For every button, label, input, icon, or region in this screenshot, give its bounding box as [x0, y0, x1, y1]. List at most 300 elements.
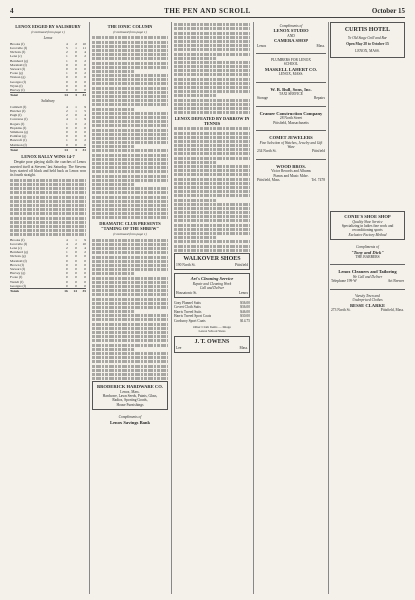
article-text-line [174, 199, 216, 202]
article-text-line [92, 208, 168, 211]
article-text-line [174, 232, 250, 235]
stat-cell: 4 [84, 245, 86, 250]
table-total-row [10, 147, 86, 152]
article-text-line [92, 191, 168, 194]
stat-cell: 2 [84, 58, 86, 63]
ad-compliments: Compliments of [279, 24, 303, 28]
advertisement-conie [330, 211, 405, 240]
ad-subtitle: We Call and Deliver [352, 274, 383, 279]
ad-city: Pittsfield, Mass. [257, 177, 281, 182]
divider [330, 289, 405, 290]
ad-city: LENOX, MASS. [278, 72, 304, 77]
player-name: Stewart (f) [10, 266, 26, 271]
player-name: Cambell (f) [10, 104, 27, 109]
divider [256, 130, 326, 131]
article-text-line [92, 166, 168, 169]
total-cell: 14 [59, 147, 68, 152]
ad-subtitle: Quality Shoe Service [352, 219, 383, 224]
article-text-line [174, 40, 250, 43]
article-text-line [174, 36, 250, 39]
player-name: Converse (f) [10, 117, 28, 122]
ad-line: Victor Records and Albums [271, 169, 311, 174]
stat-cell: 0 [84, 62, 86, 67]
ad-owner: Art Brewer [387, 279, 404, 284]
player-name: Wynn (f) [10, 83, 23, 88]
stat-cell: 0 [84, 254, 86, 259]
article-text-line [92, 137, 168, 140]
stat-cell: 0 [75, 271, 77, 276]
article-text-line [174, 48, 250, 51]
stat-cell: 1 [75, 104, 77, 109]
price-item: Harris Tweed Suits [174, 309, 202, 314]
ad-name: CONIE'S SHOE SHOP [344, 214, 391, 220]
player-name: Georges (f) [10, 283, 26, 288]
stat-cell: 0 [84, 266, 86, 271]
price-value: $30.00 [240, 314, 250, 319]
article-text-line [92, 272, 134, 275]
advertisement-bank [92, 413, 168, 427]
article-text-line [174, 86, 250, 89]
stat-cell: 0 [75, 142, 77, 147]
article-text-line [92, 373, 168, 376]
price-item: Harris Tweed Sport Coats [174, 314, 212, 319]
column-4 [256, 22, 326, 594]
article-text-line [92, 70, 134, 73]
article-text-line [174, 173, 250, 176]
ad-city: Pittsfield [312, 149, 325, 154]
ad-name: Art's Cleaning Service [190, 276, 234, 282]
stat-cell: 0 [75, 134, 77, 139]
stat-cell: 2 [84, 138, 86, 143]
total-label: Totals [10, 288, 59, 293]
article-text-line [92, 256, 168, 259]
stat-cell: 4 [66, 104, 68, 109]
team-label: Salisbury [41, 99, 55, 104]
article-text-line [92, 260, 168, 263]
table-total-row [10, 288, 86, 293]
article-text-line [92, 179, 168, 182]
ad-compliments: Compliments of [118, 415, 142, 420]
article-text-line [174, 203, 250, 206]
stat-cell: 0 [84, 125, 86, 130]
stat-cell: 0 [75, 75, 77, 80]
stat-cell: 2 [66, 113, 68, 118]
stat-cell: 0 [66, 75, 68, 80]
ad-name: WALKOVER SHOES [183, 255, 241, 262]
stat-cell: 0 [66, 283, 68, 288]
article-text-line [174, 157, 250, 160]
total-cell: 14 [68, 288, 77, 293]
ad-subtitle: TAXI SERVICE [279, 92, 303, 97]
ad-name: CAMERA SHOP [273, 38, 309, 44]
stat-cell: 0 [84, 279, 86, 284]
ad-line: House Furnishings [116, 402, 144, 407]
ad-city: Pittsfield, Mass. [380, 307, 404, 312]
article-text-line [174, 61, 250, 64]
advertisement-barbers [330, 243, 405, 261]
divider [330, 264, 405, 265]
article-text-line [10, 183, 86, 186]
column-divider [328, 22, 329, 594]
article-text-line [92, 108, 134, 111]
article-text-line [174, 82, 250, 85]
stat-cell: 0 [66, 254, 68, 259]
article-text-line [92, 318, 168, 321]
advertisement-broderick [92, 381, 168, 410]
player-name: Harvey (g) [10, 271, 26, 276]
box-score-table [10, 42, 86, 98]
ad-line: Pianos and Music Mdse. [273, 173, 309, 178]
article-text-line [92, 352, 168, 355]
ad-left: Storage [257, 96, 268, 101]
article-text-line [174, 57, 216, 60]
ad-name: LENOX STUDIO [273, 28, 309, 34]
ad-line: SCHOOL [283, 62, 299, 67]
stat-cell: 0 [75, 71, 77, 76]
stat-cell: 0 [84, 130, 86, 135]
stat-cell: 0 [84, 75, 86, 80]
article-text-line [92, 41, 168, 44]
article-text-line [10, 200, 86, 203]
article-text-line [92, 310, 134, 313]
stat-cell: 0 [75, 258, 77, 263]
price-value: $46.00 [240, 309, 250, 314]
advertisement-comet [256, 133, 326, 156]
article-text-line [92, 335, 168, 338]
player-name: Harvey (f) [10, 88, 25, 93]
ad-address: Housatonic St. [176, 290, 198, 295]
article-text-line [10, 196, 86, 199]
stat-cell: 0 [66, 262, 68, 267]
stat-cell: 0 [84, 258, 86, 263]
ad-address: Lee [176, 345, 182, 350]
continued-note: (Continued from page 1) [113, 232, 147, 237]
ad-name: W. B. Bull, Sons, Inc. [270, 86, 312, 92]
ad-name: Lenox Cleaners and Tailoring [338, 269, 397, 275]
stat-cell: 11 [82, 46, 86, 51]
stat-cell: 0 [75, 254, 77, 259]
article-text-line [92, 204, 168, 207]
ad-address: 234 North St. [257, 149, 277, 154]
article-text-line [92, 306, 168, 309]
ad-city: LENOX, MASS. [355, 48, 380, 53]
stat-cell: 0 [84, 79, 86, 84]
ad-name: BRODERICK HARDWARE CO. [97, 384, 163, 390]
ad-subtitle: Ye Old Stage Grill and Bar [348, 36, 387, 40]
article-text-line [174, 132, 250, 135]
article-headline: DRAMATIC CLUB PRESENTS "TAMING OF THE SHREW" [99, 221, 161, 232]
stat-cell: 0 [75, 88, 77, 93]
article-text-line [174, 78, 250, 81]
total-cell: 31 [77, 93, 86, 98]
stat-cell: 0 [66, 279, 68, 284]
stat-cell: 0 [75, 138, 77, 143]
stat-cell: 9 [84, 237, 86, 242]
ad-subtitle: Fine Selection of Watches, Jewelry and Gift Ware [259, 140, 323, 149]
player-name: Simmons (g) [10, 130, 29, 135]
article-text-line [92, 175, 168, 178]
stat-cell: 0 [75, 113, 77, 118]
article-text-line [92, 264, 168, 267]
stat-cell: 0 [75, 50, 77, 55]
stat-cell: 0 [84, 275, 86, 280]
stat-cell: 0 [75, 130, 77, 135]
stat-cell: 2 [66, 245, 68, 250]
stat-cell: 0 [75, 54, 77, 59]
ad-hours: Open May 28 to October 15 [346, 42, 389, 47]
stat-cell: 0 [66, 83, 68, 88]
article-text-line [10, 229, 86, 232]
ad-city: Pittsfield [235, 262, 248, 267]
stat-cell: 0 [75, 62, 77, 67]
stat-cell: 10 [82, 241, 86, 246]
ad-state: Mass. [239, 345, 248, 350]
article-text-line [10, 187, 86, 190]
advertisement-owens [174, 336, 250, 353]
total-label: Total [10, 93, 59, 98]
stat-cell: 1 [75, 46, 77, 51]
divider [256, 53, 326, 54]
ad-line: PLUMBERS FOR LENOX [271, 58, 311, 63]
ad-name: J. T. OWENS [194, 338, 230, 345]
player-name: Foote (f) [10, 275, 23, 280]
article-text-line [92, 116, 168, 119]
stat-cell: 0 [75, 245, 77, 250]
article-text-line [10, 208, 86, 211]
article-text-line [92, 298, 168, 301]
article-text-line [92, 200, 168, 203]
stat-cell: 0 [84, 134, 86, 139]
article-text-line [92, 360, 168, 363]
article-text-line [10, 233, 86, 236]
article-text-line [174, 236, 216, 239]
article-text-line [92, 212, 168, 215]
stat-cell: 0 [84, 262, 86, 267]
article-text-line [92, 369, 168, 372]
total-label: Total [10, 147, 59, 152]
article-text-line [92, 62, 168, 65]
article-text-line [92, 95, 168, 98]
article-text-line [174, 190, 250, 193]
stat-cell: 9 [84, 104, 86, 109]
player-name: Nichols (g) [10, 254, 26, 259]
article-text-line [10, 204, 86, 207]
article-text-line [92, 66, 168, 69]
article-text-line [92, 281, 168, 284]
player-name: Rogers (f) [10, 121, 25, 126]
total-cell: 3 [68, 147, 77, 152]
article-text-line [174, 111, 250, 114]
advertisement-walkover [174, 253, 250, 270]
page-header [10, 6, 405, 18]
article-text-line [92, 99, 168, 102]
stat-cell: 0 [75, 262, 77, 267]
article-text-line [174, 65, 250, 68]
stat-cell: 0 [75, 125, 77, 130]
ad-city: Lenox, Mass. [120, 389, 140, 394]
article-text-line [174, 182, 250, 185]
article-text-line [92, 162, 168, 165]
article-headline: LENOX RALLY WINS 14-7 [21, 154, 75, 160]
article-text-line [92, 339, 168, 342]
stat-cell: 0 [75, 250, 77, 255]
ad-line: Radios, Sporting Goods, [112, 398, 148, 403]
ad-name: BESSE CLARKE [349, 302, 386, 308]
stat-cell: 2 [66, 50, 68, 55]
ad-name: CURTIS HOTEL [344, 27, 391, 33]
stat-cell: 0 [75, 283, 77, 288]
stat-cell: 0 [75, 83, 77, 88]
player-name: Bernhard (g) [10, 250, 28, 255]
table-total-row [10, 93, 86, 98]
player-name: Stewart (f) [10, 67, 26, 72]
article-text-line [92, 196, 168, 199]
article-headline: LENOX DEFEATED BY DARROW IN TENNIS [174, 116, 250, 127]
article-text-line [92, 183, 134, 186]
team-label: Lenox [43, 36, 53, 41]
player-name: Brown (f) [10, 262, 24, 267]
player-name: Brooks (f) [10, 237, 25, 242]
ad-subtitle: Repair and Cleaning Work [192, 281, 232, 286]
advertisement-bull [256, 85, 326, 103]
article-text-line [92, 141, 168, 144]
ad-compliments: Compliments of [356, 245, 379, 250]
stat-cell: 0 [75, 266, 77, 271]
stat-cell: 0 [75, 279, 77, 284]
article-text-line [92, 348, 134, 351]
article-text-line [92, 133, 168, 136]
article-text-line [174, 186, 250, 189]
stat-cell: 0 [66, 79, 68, 84]
article-text-line [92, 124, 168, 127]
article-text-line [174, 219, 250, 222]
stat-cell: 0 [75, 275, 77, 280]
player-name: Marshall (f) [10, 258, 27, 263]
player-name: Brooks (f) [10, 41, 25, 46]
article-text-line [92, 49, 168, 52]
article-text-line [92, 87, 168, 90]
column-2 [92, 22, 168, 594]
stat-cell: 0 [66, 62, 68, 67]
article-text-line [92, 216, 168, 219]
article-text-line [92, 247, 168, 250]
article-text-line [92, 36, 168, 39]
column-divider [253, 22, 254, 594]
total-cell: 14 [59, 93, 68, 98]
continued-note: (Continued from page 1) [31, 30, 65, 34]
ad-phone: Tel. 7478 [311, 177, 325, 182]
article-text-line [92, 327, 168, 330]
player-name: Watson (g) [10, 75, 26, 80]
stat-cell: 0 [84, 283, 86, 288]
continued-note: (Continued from page 1) [113, 30, 147, 34]
player-name: Bancroft (f) [10, 138, 27, 143]
article-intro: Despite poor playing skills the coaches of Lenox asserted itself at Stevens' last Saturday. The Stevens boys started off black and held back as Lenox won its fourth straight. [10, 160, 86, 178]
price-note: Other Cloth Items — Image [192, 325, 232, 329]
divider [256, 159, 326, 160]
stat-cell: 1 [66, 138, 68, 143]
article-text-line [92, 251, 168, 254]
article-text-line [92, 289, 168, 292]
article-text-line [174, 27, 250, 30]
ad-address: 190 North St. [176, 262, 196, 267]
article-text-line [92, 91, 168, 94]
column-divider [171, 22, 172, 594]
player-name: Nichols (f) [10, 50, 26, 55]
stat-cell: 9 [84, 117, 86, 122]
advertisement-wood [256, 162, 326, 185]
column-5 [330, 22, 405, 594]
ad-line: Hardware, Lawn Seeds, Paints, Glass, [102, 394, 158, 399]
stat-cell: 1 [66, 58, 68, 63]
stat-cell: 0 [66, 88, 68, 93]
article-text-line [92, 45, 168, 48]
divider [256, 82, 326, 83]
ad-name: "Tony and Dick" [351, 249, 384, 255]
article-text-line [174, 136, 250, 139]
stat-cell: 4 [66, 117, 68, 122]
article-text-line [92, 268, 168, 271]
article-text-line [92, 277, 168, 280]
article-text-line [174, 107, 250, 110]
article-text-line [92, 145, 134, 148]
article-text-line [92, 293, 168, 296]
stat-cell: 1 [75, 237, 77, 242]
ad-name: Lenox Savings Bank [109, 419, 151, 425]
advertisement-besse-clarke [330, 292, 405, 315]
article-text-line [92, 154, 168, 157]
article-text-line [92, 112, 168, 115]
article-text-line [174, 245, 250, 248]
ad-city: Lenox [257, 43, 267, 48]
article-text-line [174, 207, 250, 210]
stat-cell: 0 [84, 142, 86, 147]
advertisement-cleaners [330, 267, 405, 285]
stat-cell: 2 [84, 250, 86, 255]
stat-cell: 10 [82, 41, 86, 46]
article-text-line [92, 377, 168, 380]
article-text-line [92, 103, 168, 106]
ad-line: Underpriced Clothes [352, 298, 383, 303]
ad-name: Cramer Construction Company [259, 110, 323, 116]
column-divider [89, 22, 90, 594]
article-text-line [92, 302, 168, 305]
issue-date: October 15 [371, 7, 405, 15]
article-text-line [10, 179, 86, 182]
stat-cell: 0 [75, 58, 77, 63]
stat-cell: 2 [75, 241, 77, 246]
article-text-line [174, 99, 250, 102]
stat-cell: 0 [66, 67, 68, 72]
price-item: Corduroy Sport Coats [174, 318, 206, 323]
advertisement-studio [256, 22, 326, 50]
article-text-line [174, 240, 250, 243]
advertisement-curtis-hotel [330, 22, 405, 58]
price-list [174, 301, 250, 323]
ad-line: Varsity Town and [355, 293, 380, 298]
price-value: $14.75 [240, 318, 250, 323]
stat-cell: 0 [75, 121, 77, 126]
article-text-line [174, 165, 250, 168]
stat-cell: 2 [75, 41, 77, 46]
divider [256, 106, 326, 107]
article-text-line [174, 32, 250, 35]
price-note: Lenox School Sizes [198, 329, 226, 334]
article-text-line [92, 158, 168, 161]
article-text-line [174, 152, 250, 155]
player-name: Wendt (f) [10, 279, 24, 284]
column-3 [174, 22, 250, 594]
